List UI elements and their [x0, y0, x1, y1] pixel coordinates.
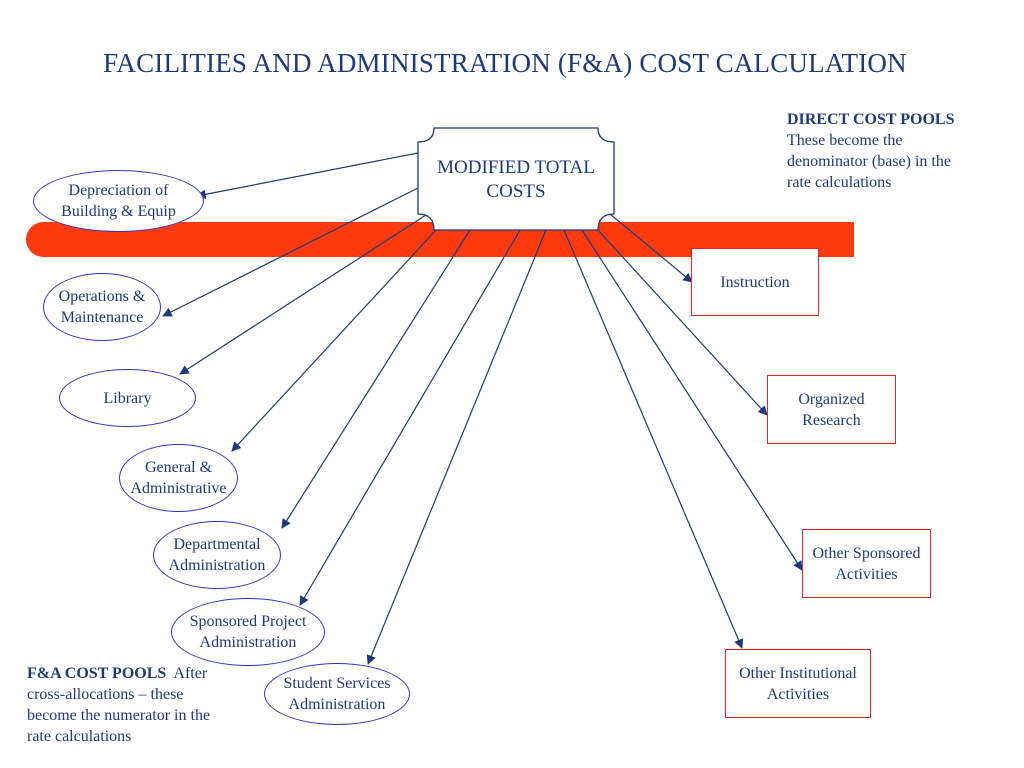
center-label-line2: COSTS: [486, 181, 546, 202]
fa-note-after: After: [173, 665, 208, 682]
pool-sponsored-project-administration: [171, 598, 325, 666]
pool-label-line2: Administrative: [130, 480, 227, 497]
pool-label-line1: General &: [144, 459, 213, 476]
center-label-line1: MODIFIED TOTAL: [437, 157, 595, 178]
center-label: [420, 156, 612, 204]
pool-label-line1: Other Sponsored: [812, 544, 921, 562]
pool-label-line2: Activities: [766, 685, 830, 703]
pool-library: [59, 369, 196, 427]
direct-note-line1: These become the: [787, 132, 903, 149]
pool-label-line2: Building & Equip: [61, 203, 176, 220]
pool-other-sponsored-activities: [802, 529, 931, 598]
pool-label-line2: Administration: [199, 634, 297, 651]
fa-note-line3: rate calculations: [27, 728, 132, 745]
fa-cost-pools-note: [27, 663, 267, 747]
pool-label-line2: Administration: [168, 557, 266, 574]
pool-label-line2: Activities: [835, 565, 898, 583]
arrow-general-admin: [232, 230, 436, 451]
pool-label-line1: Depreciation of: [68, 182, 169, 199]
pool-label-line2: Maintenance: [60, 309, 144, 326]
fa-note-line1: cross-allocations – these: [27, 686, 184, 703]
pool-instruction: [691, 248, 819, 316]
pool-label-line1: Instruction: [720, 273, 790, 291]
pool-depreciation: [33, 170, 204, 232]
pool-general-administrative: [119, 444, 238, 512]
pool-label-line1: Organized: [798, 390, 865, 408]
pool-label-line1: Student Services: [283, 675, 391, 692]
arrow-instruction: [610, 214, 692, 282]
pool-organized-research: [767, 375, 896, 444]
pool-label-line2: Administration: [288, 696, 386, 713]
direct-note-heading: DIRECT COST POOLS: [787, 111, 955, 128]
pool-student-services-administration: [264, 663, 410, 725]
pool-operations-maintenance: [43, 273, 161, 341]
arrow-sponsored-project-admin: [300, 230, 520, 605]
direct-cost-pools-note: [787, 109, 1017, 193]
pool-label-line1: Departmental: [173, 536, 261, 553]
pool-label-line1: Library: [103, 389, 152, 407]
pool-label-line2: Research: [802, 411, 861, 429]
arrow-library: [180, 215, 426, 374]
pool-departmental-administration: [153, 521, 281, 589]
arrow-student-services-admin: [368, 230, 546, 664]
pool-label-line1: Operations &: [58, 288, 146, 305]
direct-note-line2: denominator (base) in the: [787, 153, 951, 170]
pool-label-line1: Other Institutional: [739, 664, 857, 682]
direct-note-line3: rate calculations: [787, 174, 892, 191]
fa-note-line2: become the numerator in the: [27, 707, 211, 724]
pool-other-institutional-activities: [725, 649, 871, 718]
arrow-depreciation: [197, 153, 418, 196]
page-title: FACILITIES AND ADMINISTRATION (F&A) COST CALCULATION: [103, 48, 907, 78]
fa-note-heading: F&A COST POOLS: [27, 665, 167, 682]
pool-label-line1: Sponsored Project: [189, 613, 307, 630]
